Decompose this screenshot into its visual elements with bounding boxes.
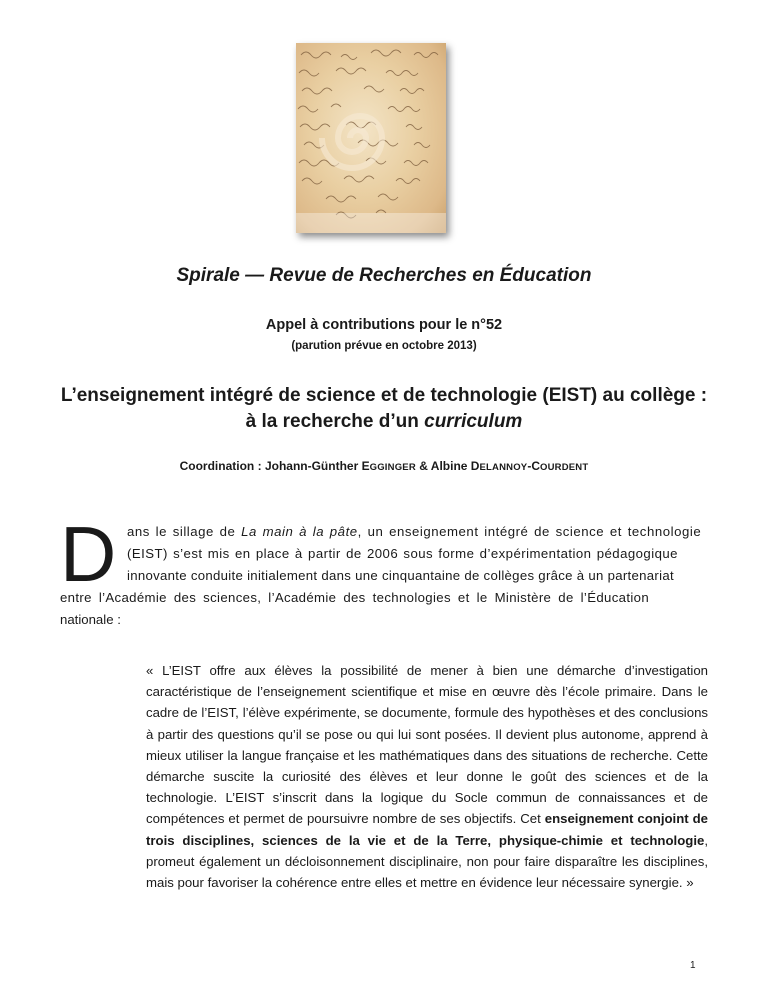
- coordinator-1-first: Johann-Günther: [264, 459, 362, 473]
- article-title: [0, 383, 768, 435]
- spirale-logo: [296, 43, 446, 233]
- intro-line-1-a: ans le sillage de: [127, 524, 242, 539]
- spirale-handwriting-image: [296, 43, 446, 233]
- page-number: 1: [690, 960, 696, 971]
- coordinator-1-last-rest: GGINGER: [369, 462, 416, 473]
- article-title-italic: curriculum: [424, 411, 523, 432]
- intro-line-1-italic: La main à la pâte: [241, 524, 358, 539]
- article-title-line2-text: à la recherche d’un: [245, 411, 425, 432]
- coordinator-2-last-initial-1: D: [470, 459, 480, 473]
- coordinator-1-last-initial: E: [361, 459, 370, 473]
- journal-title: Spirale — Revue de Recherches en Éducation: [176, 265, 592, 286]
- coordination-label: Coordination :: [179, 459, 265, 473]
- coordinator-2-last-rest-2: OURDENT: [540, 462, 589, 473]
- call-for-contributions: Appel à contributions pour le n°52: [265, 317, 503, 333]
- intro-line-1: [127, 521, 708, 543]
- eist-quote: [146, 660, 708, 893]
- article-title-line2: [0, 409, 768, 435]
- intro-line-2: (EIST) s’est mis en place à partir de 2006 sous forme d’expérimentation pédagogique: [127, 546, 678, 561]
- drop-cap: D: [60, 510, 117, 598]
- coordinator-2-last-dash: -: [527, 459, 532, 473]
- coordinator-2-last-rest-1: ELANNOY: [479, 462, 528, 473]
- quote-part-1: « L’EIST offre aux élèves la possibilité de mener à bien une démarche d’investigation caractéristique de l’enseignement scientifique et mise en œuvre dès l’école primaire. Dans le cadre de l’EIST, l’élève expérimente, se documente, formule des hypothèses et des conclusions à partir des questions qu’il se pose ou qui lui sont posées. Il devient plus autonome, apprend à mieux utiliser la langue française et les mathématiques dans des situations de recherche. Cette démarche suscite la curiosité des élèves et leur donne le goût des sciences et de la technologie. L’EIST s’inscrit dans la logique du Socle commun de connaissances et de compétences et permet de poursuivre nombre de ses objectifs. Cet: [146, 663, 708, 827]
- intro-line-1-b: , un enseignement intégré de science et technologie: [357, 524, 702, 539]
- intro-line-3: innovante conduite initialement dans une cinquantaine de collèges grâce à un partenariat: [127, 568, 674, 583]
- article-title-line1: L’enseignement intégré de science et de technologie (EIST) au collège :: [60, 385, 708, 406]
- publication-note: (parution prévue en octobre 2013): [291, 340, 477, 352]
- quote-part-2: , promeut également un décloisonnement disciplinaire, non pour faire disparaître les disciplines, mais pour favoriser la cohérence entre elles et mettre en évidence leur nécessaire synergie. »: [146, 832, 708, 891]
- coordinator-2-last-initial-2: C: [531, 459, 540, 473]
- intro-line-5: nationale :: [60, 612, 121, 627]
- coordinator-2-first: Albine: [430, 459, 471, 473]
- coordination-joiner: &: [415, 459, 431, 473]
- quote-bold: enseignement conjoint de trois disciplines, sciences de la vie et de la Terre, physique-chimie et technologie: [146, 811, 709, 848]
- coordination-line: [0, 459, 768, 473]
- intro-line-4: entre l’Académie des sciences, l’Académie des technologies et le Ministère de l’Éducation: [60, 590, 650, 605]
